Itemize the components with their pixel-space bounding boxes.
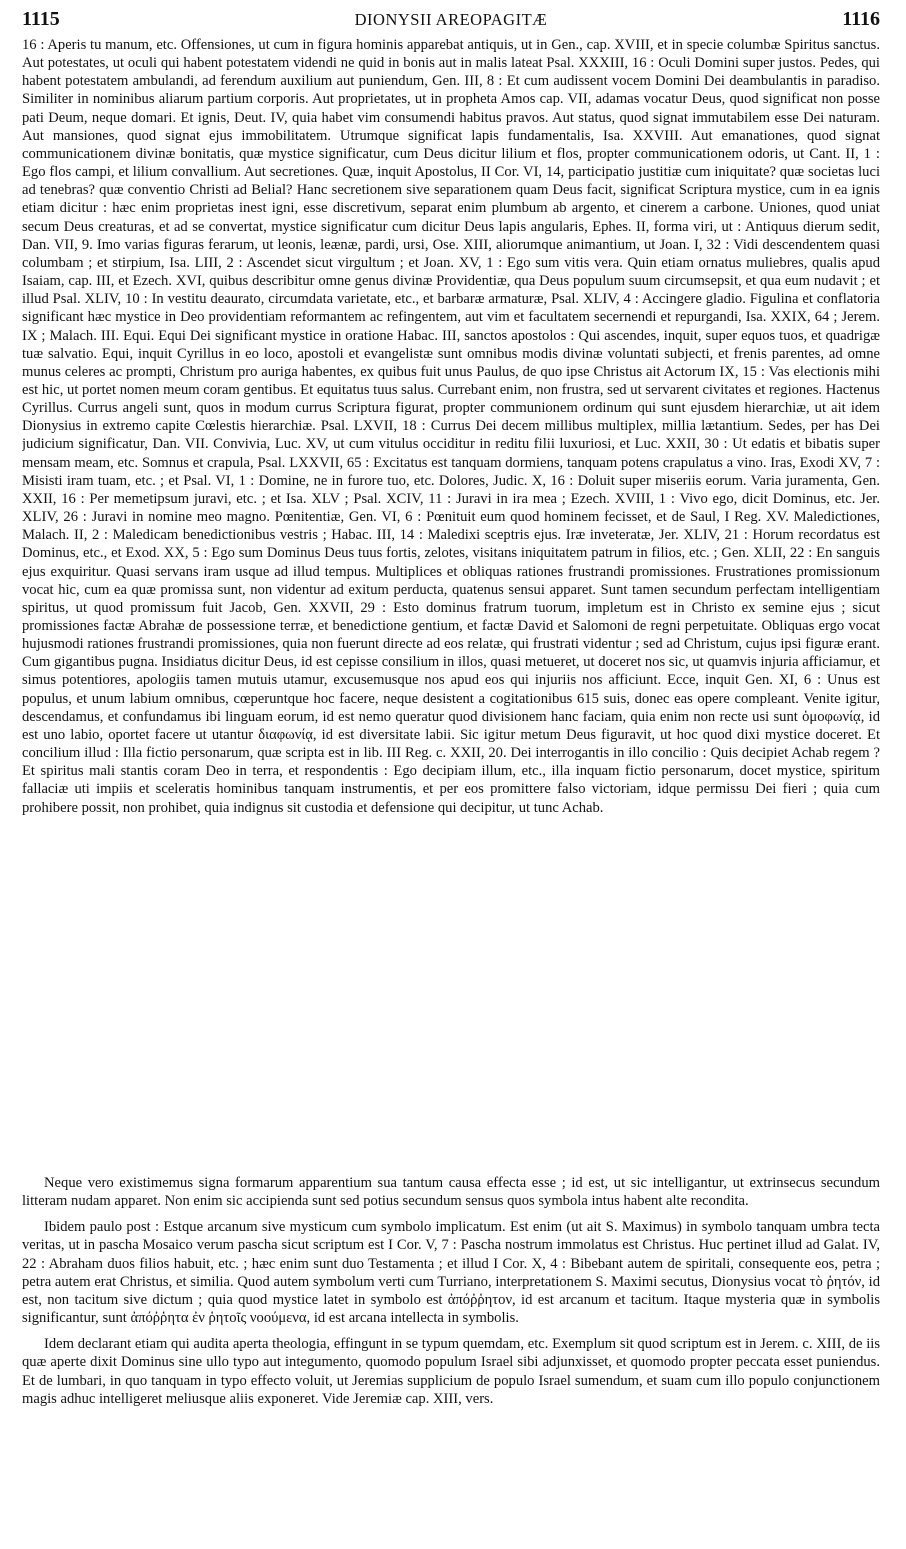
running-header [22, 0, 880, 36]
commentary-paragraph-4: Idem declarant etiam qui audita aperta theologia, effingunt in se typum quemdam, etc. Exemplum sit quod scriptum est in Jerem. c. XIII, de iis quæ aperte dixit Dominus sine ullo typo aut integumento, quomodo populum Israel sibi adjunxisset, et quomodo propter peccata esset puniendus. Et de lumbari, in quo tanquam in typo effecto voluit, ut Jeremias supplicium de populo Israel sumendum, et suam cum illo populo conjunctionem magis adhuc intelligeret meliusque aliis exponeret. Vide Jeremiæ cap. XIII, vers. [22, 1336, 880, 1407]
running-title: DIONYSII AREOPAGITÆ [354, 10, 548, 29]
commentary-paragraph-1: 16 : Aperis tu manum, etc. Offensiones, ut cum in figura hominis apparebat antiquis, ut in Gen., cap. XVIII, et in specie columbæ Spiritus sanctus. Aut potestates, ut oculi qui habent potestatem videndi ne quid in bonis aut in malis lateat Psal. XXXIII, 16 : Oculi Domini super justos. Pedes, qui habent potestatem ambulandi, ad ferendum auxilium aut puniendum, Gen. III, 8 : Et cum audissent vocem Domini Dei deambulantis in paradiso. Similiter in nominibus aliarum partium corporis. Aut proprietates, ut in propheta Amos cap. VII, adamas vocatur Deus, quod significat non posse pati Deum, neque domari. Et ignis, Deut. IV, quia habet vim consumendi habitus pravos. Aut status, quod signat immutabilem esse Dei naturam. Aut mansiones, quod signat ejus immobilitatem. Utrumque significat lapis fundamentalis, Isa. XXVIII. Aut emanationes, quod signat communicationem divinæ bonitatis, quæ mystice significatur, cum Deus dicitur lilium et flos, propter communicationem odoris, ut Cant. II, 1 : Ego flos campi, et lilium convallium. Aut secretiones. Quæ, inquit Apostolus, II Cor. VI, 14, participatio justitiæ cum iniquitate? quæ societas luci ad tenebras? quæ conventio Christi ad Belial? Hanc secretionem sive separationem quam Deus facit, significat Scriptura mystice, cum in ea ignis etiam dicitur : hæc enim proprietas inest igni, esse discretivum, separat enim plumbum ab argento, et cinerem a carbone. Uniones, quod uniat secum Deus creaturas, et ad se convertat, mystice significatur cum dicitur Deus lapis angularis, Ephes. II, forma viri, ut : Antiquus dierum sedit, Dan. VII, 9. Imo varias figuras ferarum, ut leonis, leænæ, pardi, ursi, Ose. XIII, aliorumque animantium, ut Joan. I, 32 : Vidi descendentem quasi columbam ; et stirpium, Isa. LIII, 2 : Ascendet sicut virgultum ; et Joan. XV, 1 : Ego sum vitis vera. Quin etiam ornatus muliebres, qualis apud Isaiam, cap. III, et Ezech. XVI, quibus describitur omne genus divinæ Providentiæ, qua Deus populum suum circumsepsit, et qua eum nudavit ; et illud Psal. XLIV, 10 : In vestitu deaurato, circumdata varietate, etc., et barbaræ armaturæ, Psal. XLIV, 4 : Accingere gladio. Figulina et conflatoria significant hæc mystice in Deo providentiam reformantem ac refingentem, aut vim et facultatem secernendi et repurgandi, Isa. XXIX, 64 ; Jerem. IX ; Malach. III. Equi. Equi Dei significant mystice in oratione Habac. III, sanctos apostolos : Qui ascendes, inquit, super equos tuos, et quadrigæ tuæ salvatio. Equi, inquit Cyrillus in eo loco, apostoli et evangelistæ sunt omnibus modis divinæ voluntati subjecti, et frenis parentes, ad omne munus celeres ac prompti, Christum pro auriga habentes, ex quibus fuit unus Paulus, de quo ipse Christus ait Actorum IX, 15 : Vas electionis mihi est hic, ut portet nomen meum coram gentibus. Et equitatus tuus salus. Currebant enim, non frustra, sed ut servarent civitates et regiones. Hactenus Cyrillus. Currus angeli sunt, quos in modum currus Scriptura figurat, propter communionem ordinum qui sunt ejusdem hierarchiæ, ut ait idem Dionysius in extremo capite Cœlestis hierarchiæ. Psal. LXVII, 18 : Currus Dei decem millibus multiplex, millia lætantium. Sedes, per has Dei judicium significatur, Dan. VII. Convivia, Luc. XV, ut cum vitulus occiditur in reditu filii luxuriosi, et Luc. XXII, 30 : Ut edatis et bibatis super mensam meam, etc. Somnus et crapula, Psal. LXXVII, 65 : Excitatus est tanquam dormiens, tanquam potens crapulatus a vino. Iras, Exodi XV, 7 : Misisti iram tuam, etc. ; et Psal. VI, 1 : Domine, ne in furore tuo, etc. Dolores, Judic. X, 16 : Doluit super miseriis eorum. Varia juramenta, Gen. XXII, 16 : Per memetipsum juravi, etc. ; et Isa. XLV ; Psal. XCIV, 11 : Juravi in ira mea ; Ezech. XVIII, 1 : Vivo ego, dicit Dominus, etc. Jer. XLIV, 26 : Juravi in nomine meo magno. Pœnitentiæ, Gen. VI, 6 : Pœnituit eum quod hominem fecisset, et de Saul, I Reg. XV. Maledictiones, Malach. II, 2 : Maledicam benedictionibus vestris ; Habac. III, 14 : Maledixi sceptris ejus. Iræ inveteratæ, Jer. XLIV, 21 : Horum recordatus est Dominus, etc., et Exod. XX, 5 : Ego sum Dominus Deus tuus fortis, zelotes, visitans iniquitatem patrum in filios, etc. ; Gen. XLII, 22 : En sanguis ejus exquiritur. Quasi servans iram usque ad illud tempus. Multiplices et obliquas rationes frustrandi promissiones. Frustrationes promissionum vocat hic, cum ea quæ promissa sunt, non videntur ad exitum perducta, quatenus sensui apparet. Sunt tamen secundum perfectam intelligentiam spiritus, ut quod promissum fuit Jacob, Gen. XXVII, 29 : Esto dominus fratrum tuorum, impletum est in Christo ex semine ejus ; sicut promissiones factæ Abrahæ de possessione terræ, et benedictione gentium, et factæ David et Salomoni de regni perpetuitate. Obliquas ergo vocat hujusmodi rationes frustrandi promissiones, quia non fuerunt directe ad eos relatæ, qui frustrati videntur ; sed ad Christum, cujus ipsi figuræ erant. Cum gigantibus pugna. Insidiatus dicitur Deus, id est cepisse consilium in illos, quasi metueret, ut doceret nos sic, ut quamvis injuria afficiamur, et simus potentiores, apologiis tamen mutuis utamur, excusemusque nos apud eos qui injuriis nos afficiunt. Ecce, inquit Gen. XI, 6 : Unus est populus, et unum labium omnibus, cœperuntque hoc facere, neque desistent a cogitationibus 615 suis, donec eas opere compleant. Venite igitur, descendamus, et confundamus ibi linguam eorum, id est nemo queratur quod divisionem hanc faciam, quia enim non recte usi sunt ὁμοφωνίᾳ, id est uno labio, oportet facere ut utantur διαφωνίᾳ, id est diversitate labii. Sic igitur metum Deus figuravit, ut hoc quod dixi mystice doceret. Et concilium illud : Illa fictio personarum, quæ scripta est in lib. III Reg. c. XXII, 20. Dei interrogantis in illo concilio : Quis decipiet Achab regem ? Et spiritus mali stantis coram Deo in terra, et respondentis : Ego decipiam illum, etc., illa inquam fictio personarum, docet mystice, spiritum fallaciæ uti impiis et sceleratis hominibus tanquam instrumentis, et per eos promittere falso victoriam, idque permissu Dei fieri ; quia cum prohibere possit, non prohibet, quia indignus sit custodia et defensione qui decipitur, ut tunc Achab. [22, 37, 880, 816]
right-page-number: 1116 [842, 8, 880, 30]
commentary-paragraph-2: Neque vero existimemus signa formarum apparentium sua tantum causa effecta esse ; id est, ut sic intelligantur, ut extrinsecus secundum litteram nudam apparet. Non enim sic accipienda sunt sed potius secundum sensus quos symbola intus habent alte recondita. [22, 1175, 880, 1210]
left-page-number: 1115 [22, 8, 60, 30]
commentary-paragraph-3: Ibidem paulo post : Estque arcanum sive mysticum cum symbolo implicatum. Est enim (ut ait S. Maximus) in symbolo tanquam umbra tecta veritas, ut in pascha Mosaico verum pascha sicut scriptum est I Cor. V, 7 : Pascha nostrum immolatus est Christus. Huc pertinet illud ad Galat. IV, 22 : Abraham duos filios habuit, etc. ; hæc enim sunt duo Testamenta ; et illud I Cor. X, 4 : Bibebant autem de spiritali, consequente eos, petra ; petra autem erat Christus, et similia. Quod autem symbolum verti cum Turriano, interpretationem S. Maximi secutus, Dionysius vocat τὸ ῥητόν, id est, non tacitum sive dictum ; quia quod mystice latet in symbolo est ἀπόῤῥητον, id est arcanum et tacitum. Itaque mysteria quæ in symbolis significantur, sunt ἀπόῤῥητα ἐν ῥητοῖς νοούμενα, id est arcana intellecta in symbolis. [22, 1219, 880, 1327]
